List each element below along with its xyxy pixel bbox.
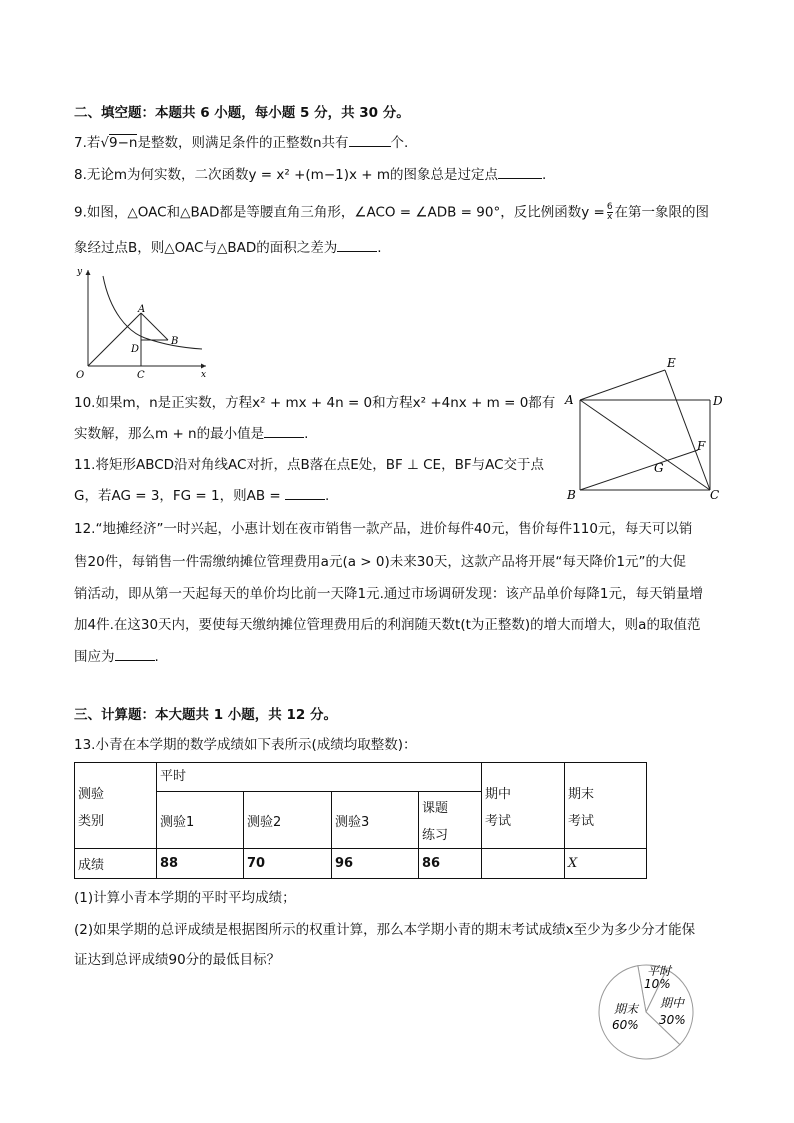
q9-figure <box>70 262 215 382</box>
answer-blank <box>498 166 542 179</box>
question-12-line-5 <box>74 648 159 666</box>
segment-OA <box>88 313 141 366</box>
answer-blank <box>349 134 391 147</box>
question-10-line-1: 10.如果m，n是正实数，方程x² + mx + 4n = 0和方程x² +4nx + m = 0都有 <box>74 395 556 411</box>
q12-tail: . <box>154 649 159 665</box>
label-C: C <box>710 488 720 502</box>
question-12-line-4: 加4件.在这30天内，要使每天缴纳摊位管理费用后的利润随天数t(t为正整数)的增大而增大，则a的取值范 <box>74 617 701 633</box>
hyperbola-curve <box>103 276 202 349</box>
segment-EC <box>665 370 710 490</box>
pie-label-usual-pct: 10% <box>644 977 671 991</box>
question-11-line-2 <box>74 487 329 505</box>
q9-text-b: 在第一象限的图 <box>614 204 710 221</box>
label-A: A <box>138 304 146 315</box>
x-axis-arrow-icon <box>201 364 206 369</box>
q12-text: 围应为 <box>74 649 115 665</box>
header-quiz-3: 测验3 <box>332 792 419 849</box>
scores-table <box>74 762 647 879</box>
label-B: B <box>171 336 179 347</box>
label-F: F <box>697 439 706 453</box>
answer-blank <box>285 487 325 500</box>
q7-tail: 个. <box>390 135 409 151</box>
q7-radicand: 9−n <box>109 135 138 151</box>
q9-tail: . <box>377 240 382 256</box>
pie-label-final-name: 期末 <box>614 1002 639 1016</box>
score-final: X <box>565 849 647 879</box>
q10-tail: . <box>304 426 309 442</box>
answer-blank <box>115 648 155 661</box>
label-G: G <box>654 461 664 475</box>
label-x: x <box>201 370 207 380</box>
header-type: 测验 类别 <box>75 763 157 849</box>
y-axis-arrow-icon <box>86 270 91 275</box>
header-midterm: 期中 考试 <box>482 763 565 849</box>
question-11-line-1: 11.将矩形ABCD沿对角线AC对折，点B落在点E处，BF ⊥ CE，BF与AC交于点 <box>74 457 545 473</box>
score-quiz-2: 70 <box>244 849 332 879</box>
score-midterm <box>482 849 565 879</box>
question-7 <box>74 134 408 152</box>
label-C: C <box>137 370 145 381</box>
q9-text-a: 9.如图，△OAC和△BAD都是等腰直角三角形，∠ACO = ∠ADB = 90°，反比例函数y = <box>74 204 605 221</box>
header-quiz-2: 测验2 <box>244 792 332 849</box>
q10-text: 实数解，那么m + n的最小值是 <box>74 426 265 442</box>
pie-label-midterm-pct: 30% <box>659 1013 686 1027</box>
score-quiz-3: 96 <box>332 849 419 879</box>
q11-text: G，若AG = 3，FG = 1，则AB = <box>74 488 281 504</box>
question-12-line-1: 12.“地摊经济”一时兴起，小惠计划在夜市销售一款产品，进价每件40元，售价每件110元，每天可以销 <box>74 521 693 537</box>
label-B: B <box>567 488 576 502</box>
score-project: 86 <box>419 849 482 879</box>
row-label-score: 成绩 <box>75 849 157 879</box>
score-quiz-1: 88 <box>157 849 244 879</box>
section-3-heading: 三、计算题：本大题共 1 小题，共 12 分。 <box>74 707 337 723</box>
pie-label-midterm-name: 期中 <box>660 996 685 1010</box>
question-13-part-1: (1)计算小青本学期的平时平均成绩； <box>74 890 296 906</box>
question-13-part-2-line-2: 证达到总评成绩90分的最低目标？ <box>74 952 281 968</box>
q7-prefix: 7.若 <box>74 135 101 151</box>
header-final: 期末 考试 <box>565 763 647 849</box>
pie-label-final-pct: 60% <box>612 1018 639 1032</box>
q11-tail: . <box>325 488 330 504</box>
q9-text-c: 象经过点B，则△OAC与△BAD的面积之差为 <box>74 240 338 256</box>
question-12-line-3: 销活动，即从第一天起每天的单价均比前一天降1元.通过市场调研发现：该产品单价每降1元，每天销量增 <box>74 586 703 602</box>
q11-figure <box>560 352 735 504</box>
q7-suffix: 是整数，则满足条件的正整数n共有 <box>137 135 349 151</box>
segment-AC <box>580 400 710 490</box>
label-A: A <box>565 393 574 407</box>
q9-fraction: $\frac{6}{x}$ <box>606 202 613 222</box>
q8-text: 8.无论m为何实数，二次函数y = x² +(m−1)x + m的图象总是过定点 <box>74 167 499 183</box>
header-project: 课题 练习 <box>419 792 482 849</box>
label-O: O <box>76 370 85 381</box>
label-y: y <box>77 267 83 277</box>
question-13-part-2-line-1: (2)如果学期的总评成绩是根据图所示的权重计算，那么本学期小青的期末考试成绩x至少为多少分才能保 <box>74 922 696 938</box>
section-2-heading: 二、填空题：本题共 6 小题，每小题 5 分，共 30 分。 <box>74 105 410 121</box>
question-9-line-1 <box>74 203 709 222</box>
question-9-line-2 <box>74 239 382 257</box>
header-usual: 平时 <box>157 763 482 792</box>
weight-pie-chart <box>592 960 702 1065</box>
q8-tail: . <box>542 167 547 183</box>
segment-AE <box>580 370 665 400</box>
segment-AB <box>141 313 168 340</box>
question-12-line-2: 售20件，每销售一件需缴纳摊位管理费用a元(a > 0)未来30天，这款产品将开展“每天降价1元”的大促 <box>74 554 686 570</box>
question-13-intro: 13.小青在本学期的数学成绩如下表所示(成绩均取整数)： <box>74 737 417 753</box>
label-E: E <box>667 356 676 370</box>
question-8 <box>74 166 546 184</box>
sqrt-sign: √ <box>100 135 109 151</box>
question-10-line-2 <box>74 425 308 443</box>
header-quiz-1: 测验1 <box>157 792 244 849</box>
answer-blank <box>264 425 304 438</box>
answer-blank <box>337 239 377 252</box>
pie-label-usual-name: 平时 <box>647 964 672 978</box>
label-D: D <box>713 394 723 408</box>
label-D: D <box>131 344 140 355</box>
